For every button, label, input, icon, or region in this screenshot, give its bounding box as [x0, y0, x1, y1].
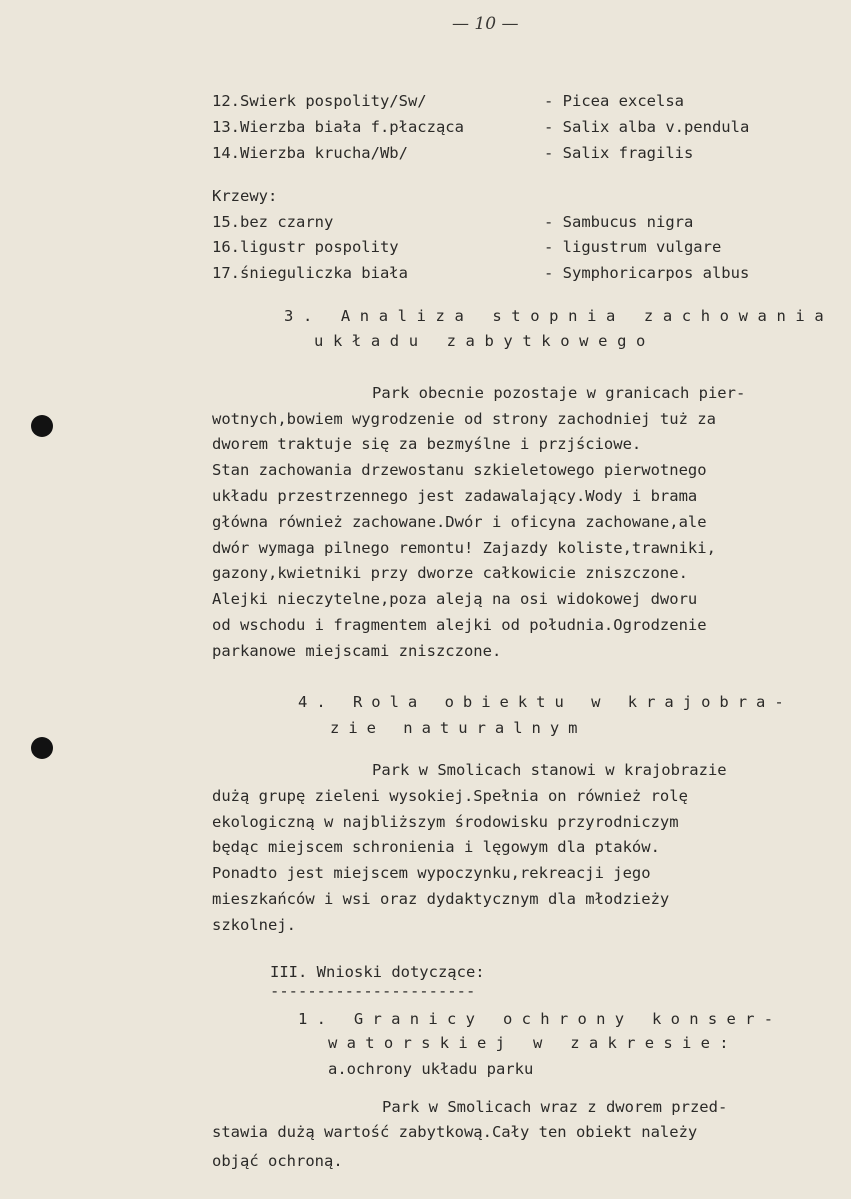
paragraph-line: Alejki nieczytelne,poza aleją na osi widokowej dworu	[212, 590, 698, 608]
paragraph-line: mieszkańców i wsi oraz dydaktycznym dla młodzieży	[212, 890, 670, 908]
shrub-name: 15.bez czarny	[212, 213, 334, 231]
section4-title-cont: zie naturalnym	[330, 719, 587, 737]
species-latin: - Salix alba v.pendula	[544, 118, 750, 136]
species-name: 13.Wierzba biała f.płacząca	[212, 118, 464, 136]
species-name: 12.Swierk pospolity/Sw/	[212, 92, 427, 110]
paragraph-line: Ponadto jest miejscem wypoczynku,rekreacji jego	[212, 864, 651, 882]
paragraph-line: ekologiczną w najbliższym środowisku przyrodniczym	[212, 813, 679, 831]
paragraph-line: od wschodu i fragmentem alejki od południa.Ogrodzenie	[212, 616, 707, 634]
species-latin: - Picea excelsa	[544, 92, 684, 110]
species-latin: - Salix fragilis	[544, 144, 694, 162]
heading-underline: ----------------------	[270, 982, 476, 1000]
shrub-name: 16.ligustr pospolity	[212, 238, 399, 256]
paragraph-line: będąc miejscem schronienia i lęgowym dla ptaków.	[212, 838, 660, 856]
paragraph-line: Park obecnie pozostaje w granicach pier-	[372, 384, 746, 402]
page-number: — 10 —	[452, 14, 519, 34]
shrub-latin: - Sambucus nigra	[544, 213, 694, 231]
paragraph-line: główna również zachowane.Dwór i oficyna zachowane,ale	[212, 513, 707, 531]
subsection-item: a.ochrony układu parku	[328, 1060, 534, 1078]
shrub-latin: - ligustrum vulgare	[544, 238, 722, 256]
paragraph-line: stawia dużą wartość zabytkową.Cały ten obiekt należy	[212, 1123, 698, 1141]
species-name: 14.Wierzba krucha/Wb/	[212, 144, 408, 162]
paragraph-line: dwór wymaga pilnego remontu! Zajazdy koliste,trawniki,	[212, 539, 716, 557]
subsection-title-cont: watorskiej w zakresie:	[328, 1034, 738, 1052]
shrub-name: 17.śnieguliczka biała	[212, 264, 408, 282]
punch-hole	[31, 737, 53, 759]
paragraph-line: objąć ochroną.	[212, 1152, 343, 1170]
shrub-latin: - Symphoricarpos albus	[544, 264, 750, 282]
paragraph-line: dużą grupę zieleni wysokiej.Spełnia on również rolę	[212, 787, 688, 805]
paragraph-line: dworem traktuje się za bezmyślne i przjściowe.	[212, 435, 642, 453]
paragraph-line: szkolnej.	[212, 916, 296, 934]
paragraph-line: wotnych,bowiem wygrodzenie od strony zachodniej tuż za	[212, 410, 716, 428]
paragraph-line: Park w Smolicach stanowi w krajobrazie	[372, 761, 727, 779]
paragraph-line: układu przestrzennego jest zadawalający.Wody i brama	[212, 487, 698, 505]
punch-hole	[31, 415, 53, 437]
section3-title: 3. Analiza stopnia zachowania	[284, 307, 834, 325]
paragraph-line: parkanowe miejscami zniszczone.	[212, 642, 502, 660]
paragraph-line: Stan zachowania drzewostanu szkieletowego pierwotnego	[212, 461, 707, 479]
section-iii-heading: III. Wnioski dotyczące:	[270, 963, 485, 981]
subsection-title: 1. Granicy ochrony konser-	[298, 1010, 783, 1028]
paragraph-line: Park w Smolicach wraz z dworem przed-	[382, 1098, 728, 1116]
paragraph-line: gazony,kwietniki przy dworze całkowicie zniszczone.	[212, 564, 688, 582]
section3-title-cont: układu zabytkowego	[314, 332, 655, 350]
section4-title: 4. Rola obiektu w krajobra-	[298, 693, 793, 711]
shrubs-heading: Krzewy:	[212, 187, 278, 205]
